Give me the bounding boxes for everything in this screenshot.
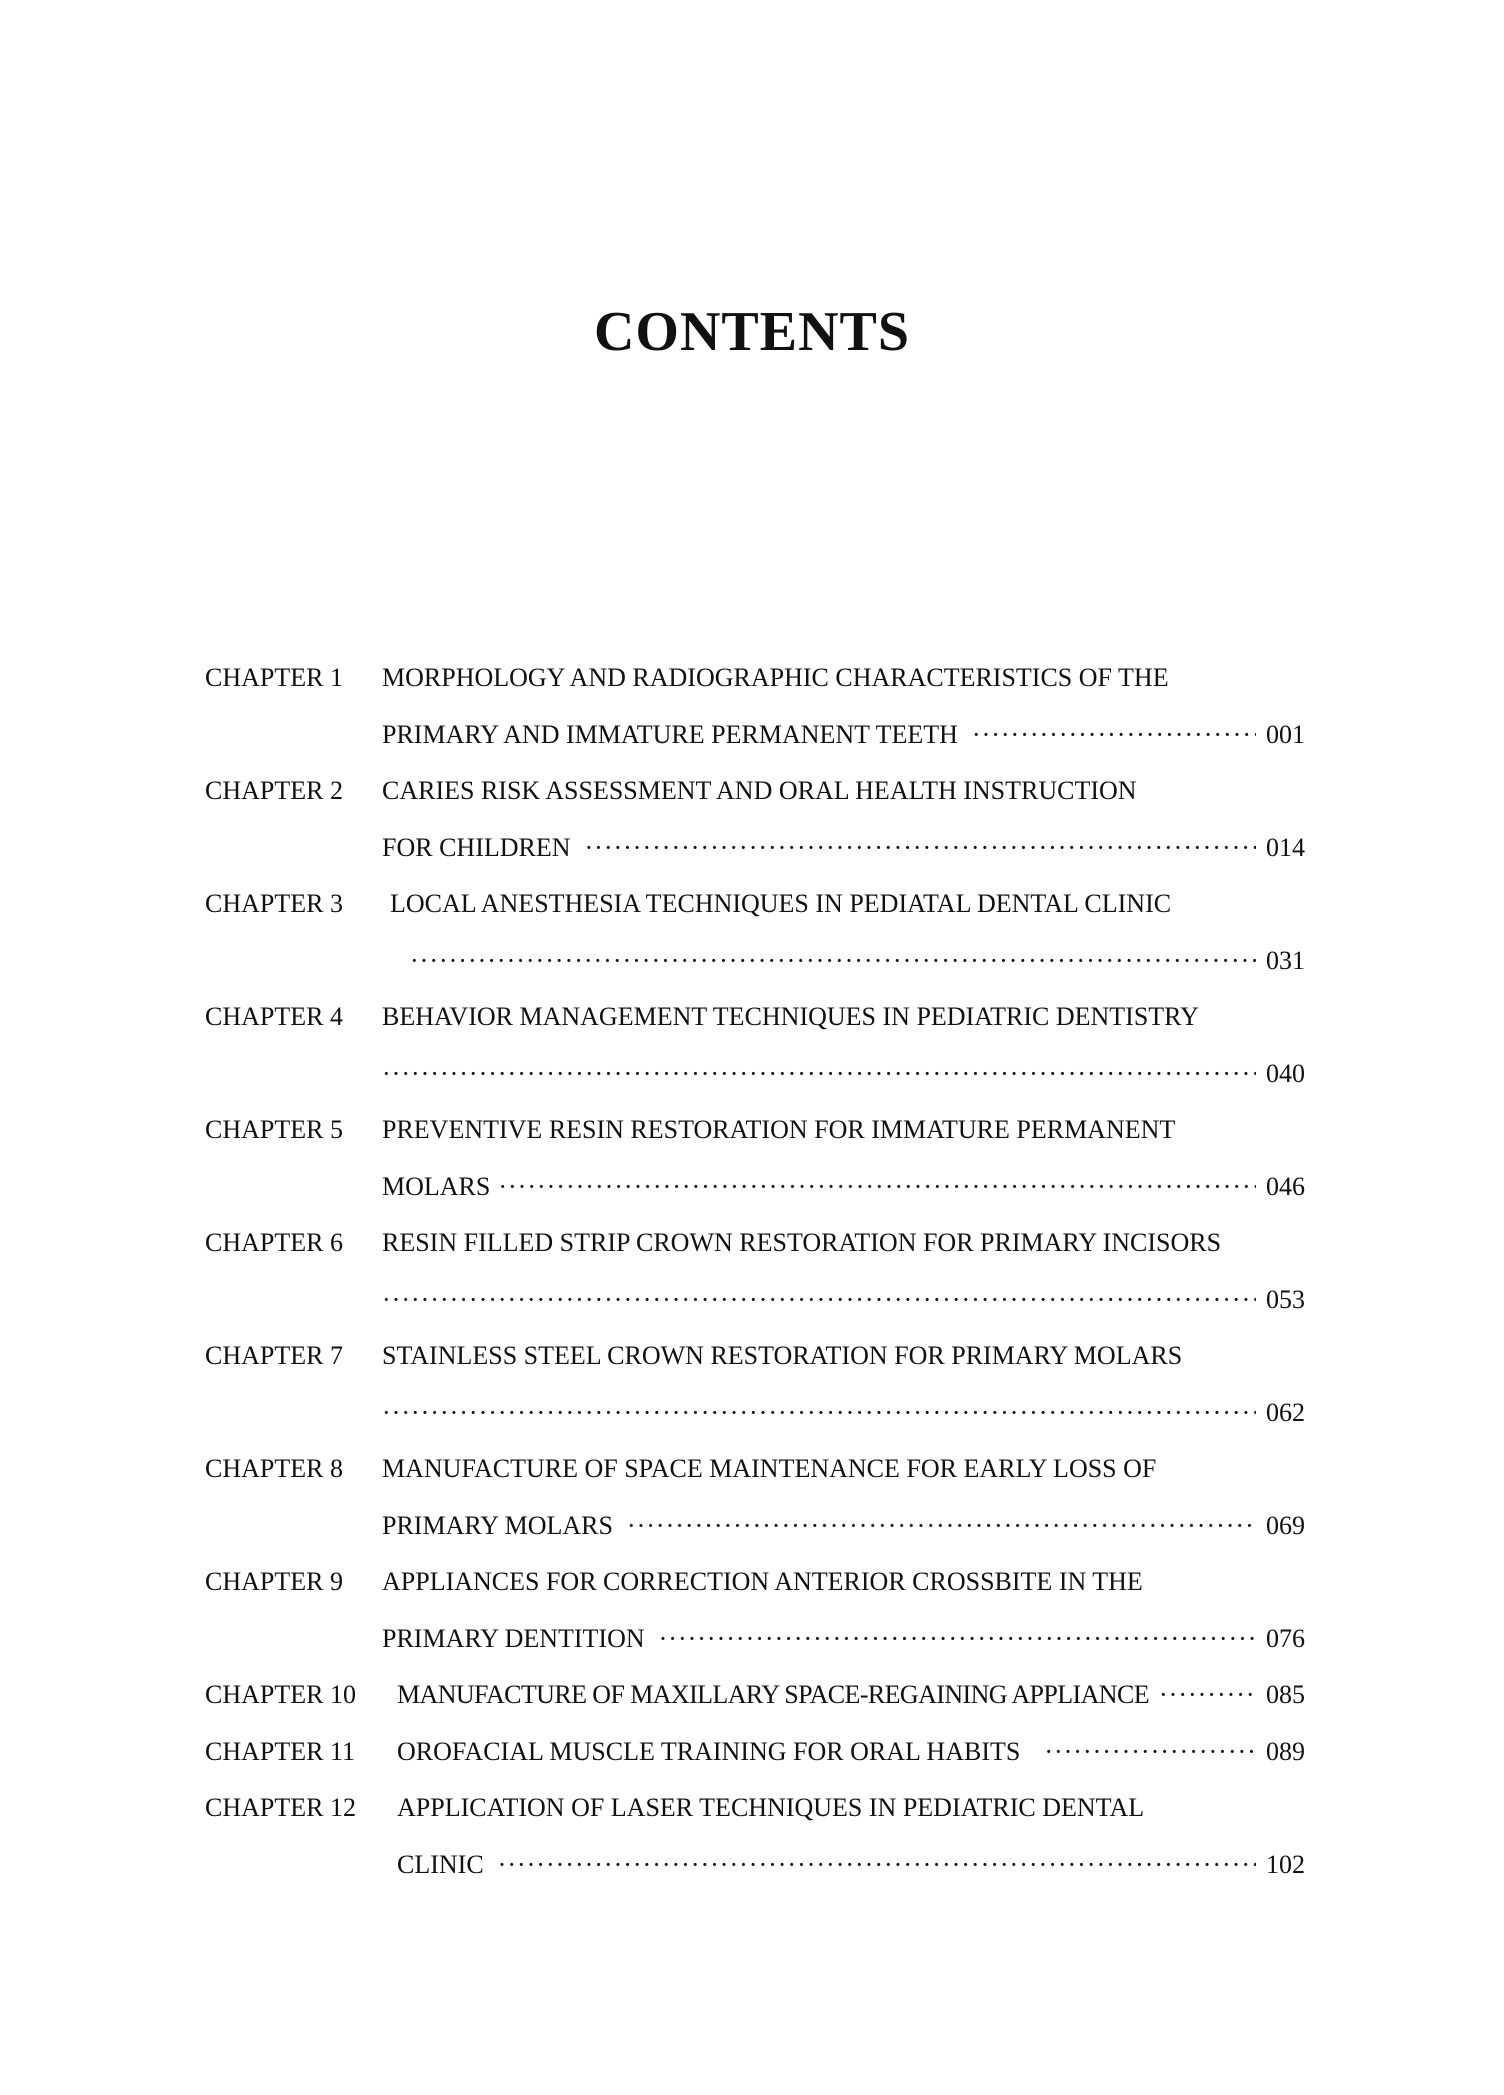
chapter-title-continued: MOLARS xyxy=(382,1171,491,1201)
dot-leader xyxy=(382,1385,1256,1442)
page-number: 076 xyxy=(1266,1623,1305,1653)
chapter-title: LOCAL ANESTHESIA TECHNIQUES IN PEDIATAL DENTAL CLINIC xyxy=(390,889,1172,918)
chapter-number: CHAPTER 5 xyxy=(205,1115,343,1144)
chapter-title: APPLIANCES FOR CORRECTION ANTERIOR CROSSBITE IN THE xyxy=(382,1567,1143,1596)
chapter-title-continued: PRIMARY AND IMMATURE PERMANENT TEETH xyxy=(382,719,958,749)
chapter-number: CHAPTER 12 xyxy=(205,1793,356,1822)
chapter-number: CHAPTER 11 xyxy=(205,1736,355,1766)
toc-entry-chapter-12[interactable] xyxy=(205,1780,1305,1893)
chapter-title-continued: FOR CHILDREN xyxy=(382,832,571,862)
toc-entry-chapter-5[interactable] xyxy=(205,1102,1305,1215)
chapter-title: MORPHOLOGY AND RADIOGRAPHIC CHARACTERISTICS OF THE xyxy=(382,663,1169,692)
toc-entry-chapter-11[interactable] xyxy=(205,1724,1305,1781)
chapter-title: CARIES RISK ASSESSMENT AND ORAL HEALTH INSTRUCTION xyxy=(382,776,1137,805)
chapter-title-continued: PRIMARY DENTITION xyxy=(382,1623,645,1653)
dot-leader xyxy=(1044,1724,1256,1781)
chapter-number: CHAPTER 6 xyxy=(205,1228,343,1257)
toc-entry-chapter-3[interactable] xyxy=(205,876,1305,989)
chapter-number: CHAPTER 3 xyxy=(205,889,343,918)
toc-entry-chapter-4[interactable] xyxy=(205,989,1305,1102)
dot-leader xyxy=(382,1046,1256,1103)
page-number: 040 xyxy=(1266,1058,1305,1088)
toc-entry-chapter-1[interactable] xyxy=(205,650,1305,763)
dot-leader xyxy=(627,1498,1256,1555)
page-number: 031 xyxy=(1266,945,1305,975)
chapter-number: CHAPTER 1 xyxy=(205,663,343,692)
dot-leader xyxy=(498,1159,1256,1216)
page-number: 062 xyxy=(1266,1397,1305,1427)
dot-leader xyxy=(498,1837,1256,1894)
dot-leader xyxy=(410,933,1256,990)
toc-entry-chapter-2[interactable] xyxy=(205,763,1305,876)
page-number: 089 xyxy=(1266,1736,1305,1766)
dot-leader xyxy=(659,1611,1256,1668)
chapter-title: APPLICATION OF LASER TECHNIQUES IN PEDIATRIC DENTAL xyxy=(397,1793,1145,1822)
chapter-title: MANUFACTURE OF SPACE MAINTENANCE FOR EARLY LOSS OF xyxy=(382,1454,1157,1483)
chapter-number: CHAPTER 9 xyxy=(205,1567,343,1596)
toc-entry-chapter-6[interactable] xyxy=(205,1215,1305,1328)
table-of-contents xyxy=(205,650,1305,1893)
toc-entry-chapter-7[interactable] xyxy=(205,1328,1305,1441)
chapter-title: RESIN FILLED STRIP CROWN RESTORATION FOR PRIMARY INCISORS xyxy=(382,1228,1222,1257)
chapter-title: OROFACIAL MUSCLE TRAINING FOR ORAL HABITS xyxy=(397,1736,1021,1766)
toc-entry-chapter-10[interactable] xyxy=(205,1667,1305,1724)
page-number: 102 xyxy=(1266,1849,1305,1879)
page-number: 046 xyxy=(1266,1171,1305,1201)
chapter-number: CHAPTER 2 xyxy=(205,776,343,805)
chapter-title-continued: CLINIC xyxy=(397,1849,484,1879)
page-number: 001 xyxy=(1266,719,1305,749)
page-number: 014 xyxy=(1266,832,1305,862)
chapter-number: CHAPTER 8 xyxy=(205,1454,343,1483)
chapter-number: CHAPTER 10 xyxy=(205,1680,356,1709)
dot-leader xyxy=(1159,1667,1256,1724)
dot-leader xyxy=(585,820,1256,877)
chapter-title-continued: PRIMARY MOLARS xyxy=(382,1510,613,1540)
page-number: 069 xyxy=(1266,1510,1305,1540)
page-number: 085 xyxy=(1266,1680,1305,1709)
chapter-number: CHAPTER 7 xyxy=(205,1341,343,1370)
chapter-title: BEHAVIOR MANAGEMENT TECHNIQUES IN PEDIATRIC DENTISTRY xyxy=(382,1002,1199,1031)
dot-leader xyxy=(382,1272,1256,1329)
page-title: CONTENTS xyxy=(593,301,911,363)
chapter-title: MANUFACTURE OF MAXILLARY SPACE-REGAINING APPLIANCE xyxy=(397,1680,1149,1709)
page-number: 053 xyxy=(1266,1284,1305,1314)
chapter-title: STAINLESS STEEL CROWN RESTORATION FOR PRIMARY MOLARS xyxy=(382,1341,1183,1370)
dot-leader xyxy=(972,707,1256,764)
toc-entry-chapter-8[interactable] xyxy=(205,1441,1305,1554)
chapter-title: PREVENTIVE RESIN RESTORATION FOR IMMATURE PERMANENT xyxy=(382,1115,1176,1144)
chapter-number: CHAPTER 4 xyxy=(205,1002,343,1031)
toc-entry-chapter-9[interactable] xyxy=(205,1554,1305,1667)
